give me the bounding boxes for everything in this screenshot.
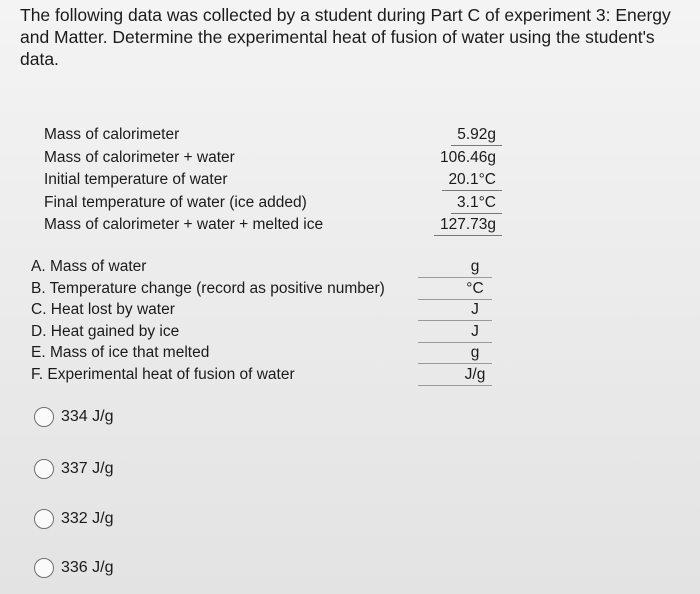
option-label: 336 J/g: [61, 559, 114, 576]
option-1[interactable]: [34, 407, 113, 427]
radio-button[interactable]: [34, 407, 54, 427]
answer-unit: °C: [466, 279, 484, 297]
answer-blank[interactable]: [418, 299, 492, 300]
answer-label: C. Heat lost by water: [31, 301, 175, 318]
data-label: Mass of calorimeter + water: [44, 148, 235, 166]
answer-unit: g: [470, 344, 480, 361]
answer-unit: J: [471, 322, 479, 340]
option-label: 337 J/g: [61, 460, 114, 477]
answer-row: [31, 344, 501, 366]
question-text: The following data was collected by a student during Part C of experiment 3: Energy and Matter. Determine the experimental heat of fusion of water using the student's data.: [20, 5, 671, 69]
data-row: [44, 216, 504, 239]
data-row: [44, 171, 504, 194]
answer-blank[interactable]: [418, 320, 492, 321]
answer-blank[interactable]: [418, 363, 492, 364]
option-4[interactable]: [34, 558, 113, 578]
answer-blank[interactable]: [418, 385, 492, 386]
data-value: 3.1°C: [457, 193, 496, 211]
answer-label: D. Heat gained by ice: [31, 322, 180, 340]
answer-label: F. Experimental heat of fusion of water: [31, 365, 295, 383]
data-value: 20.1°C: [448, 171, 496, 188]
radio-button[interactable]: [34, 509, 54, 529]
answer-blank[interactable]: [418, 342, 492, 343]
data-table: [44, 126, 504, 239]
data-value: 5.92g: [457, 126, 496, 143]
answer-unit: J: [471, 301, 479, 318]
answer-unit: J/g: [464, 365, 486, 383]
data-row: [44, 194, 504, 217]
answer-row: [31, 258, 501, 280]
data-label: Initial temperature of water: [44, 171, 228, 188]
answer-blank[interactable]: [418, 277, 492, 278]
data-row: [44, 149, 504, 172]
data-label: Mass of calorimeter + water + melted ice: [44, 216, 324, 233]
radio-button[interactable]: [34, 558, 54, 578]
answer-row: [31, 301, 501, 323]
answer-label: B. Temperature change (record as positive number): [31, 279, 385, 297]
data-label: Final temperature of water (ice added): [44, 193, 307, 211]
answer-unit: g: [470, 258, 480, 275]
option-label: 334 J/g: [61, 408, 114, 425]
data-value: 127.73g: [439, 216, 496, 233]
answer-label: A. Mass of water: [31, 258, 147, 275]
answer-label: E. Mass of ice that melted: [31, 344, 210, 361]
option-label: 332 J/g: [61, 510, 114, 527]
answer-list: [31, 258, 501, 387]
radio-button[interactable]: [34, 459, 54, 479]
answer-row: [31, 323, 501, 345]
option-3[interactable]: [34, 509, 113, 529]
data-value: 106.46g: [439, 148, 496, 166]
data-row: [44, 126, 504, 149]
answer-row: [31, 366, 501, 388]
answer-row: [31, 280, 501, 302]
option-2[interactable]: [34, 459, 113, 479]
data-label: Mass of calorimeter: [44, 126, 180, 143]
